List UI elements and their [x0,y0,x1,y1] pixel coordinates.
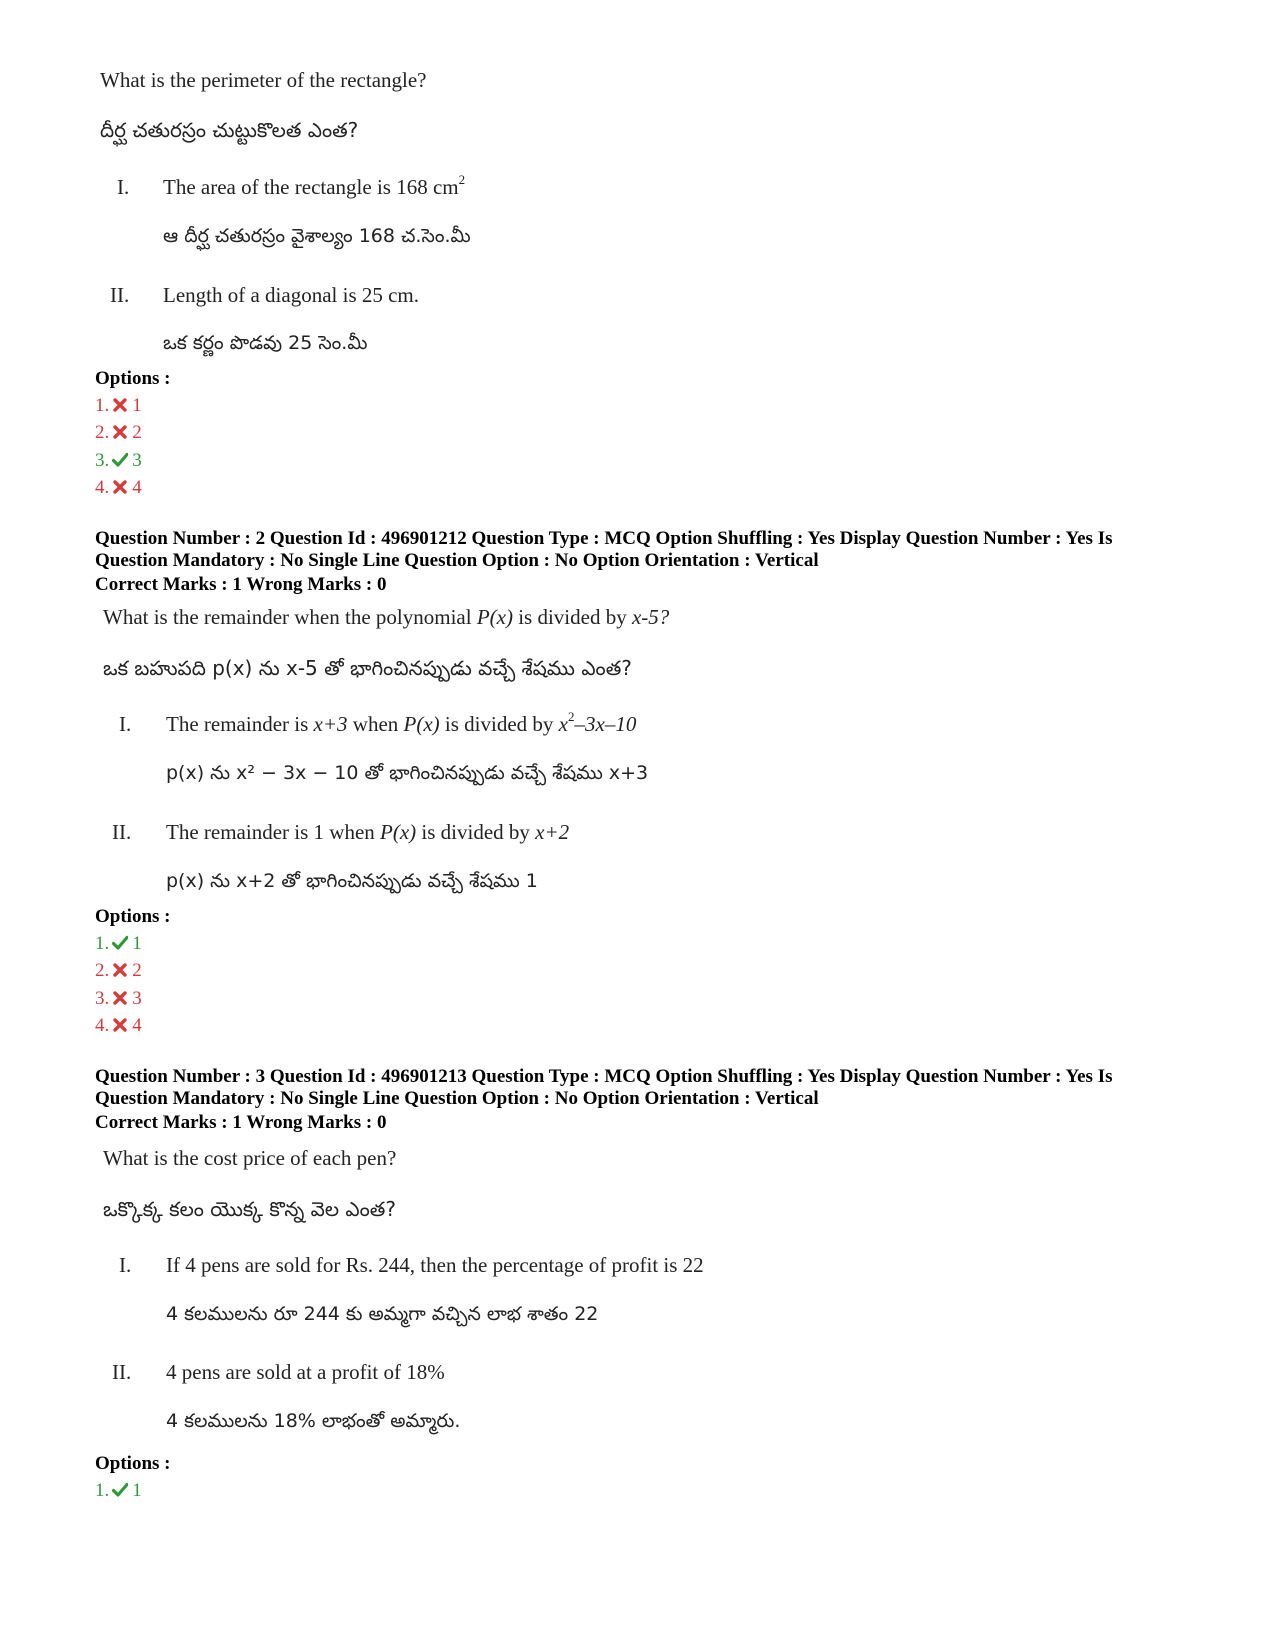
q1-question-en: What is the perimeter of the rectangle? [100,68,427,92]
check-icon [112,452,128,468]
q2-statement-2-roman: II. [112,820,132,844]
q2-options-label: Options : [95,906,171,927]
q3-meta-line-2: Question Mandatory : No Single Line Question Option : No Option Orientation : Vertical [95,1088,819,1109]
q1-statement-1-te: ఆ దీర్ఘ చతురస్రం వైశాల్యం 168 చ.సెం.మీ [163,225,471,247]
q2-option-2: 2. 2 [95,960,142,981]
q2-statement-2-en: The remainder is 1 when P(x) is divided by x+2 [166,820,570,844]
q2-question-en: What is the remainder when the polynomial P(x) is divided by x-5? [103,605,670,629]
q2-question-te: ఒక బహుపది p(x) ను x-5 తో భాగించినప్పుడు వచ్చే శేషము ఎంత? [103,656,632,680]
q2-meta [95,528,1185,572]
q1-options-label: Options : [95,368,171,389]
q3-statement-1-roman: I. [119,1253,132,1277]
q2-marks: Correct Marks : 1 Wrong Marks : 0 [95,574,387,595]
q1-option-1: 1. 1 [95,395,142,416]
q1-option-4: 4. 4 [95,477,142,498]
q3-statement-2-roman: II. [112,1360,132,1384]
q2-statement-1-roman: I. [119,712,132,736]
q3-statement-2-en: 4 pens are sold at a profit of 18% [166,1360,445,1384]
q3-question-en: What is the cost price of each pen? [103,1146,397,1170]
q1-statement-2-roman: II. [110,283,130,307]
q3-statement-1-te: 4 కలములను రూ 244 కు అమ్మగా వచ్చిన లాభ శాతం 22 [166,1303,599,1325]
cross-icon [112,962,128,978]
check-icon [112,935,128,951]
q3-meta-line-1: Question Number : 3 Question Id : 496901213 Question Type : MCQ Option Shuffling : Yes Display Question Number : Yes Is [95,1066,1113,1087]
cross-icon [112,479,128,495]
cross-icon [112,424,128,440]
q1-statement-2-en: Length of a diagonal is 25 cm. [163,283,420,307]
q2-statement-1-te: p(x) ను x² − 3x − 10 తో భాగించినప్పుడు వచ్చే శేషము x+3 [166,762,649,784]
check-icon [112,1482,128,1498]
q1-question-te: దీర్ఘ చతురస్రం చుట్టుకొలత ఎంత? [100,118,359,142]
q3-statement-1-en: If 4 pens are sold for Rs. 244, then the percentage of profit is 22 [166,1253,704,1277]
q3-marks: Correct Marks : 1 Wrong Marks : 0 [95,1112,387,1133]
cross-icon [112,397,128,413]
q2-meta-line-2: Question Mandatory : No Single Line Question Option : No Option Orientation : Vertical [95,550,819,571]
cross-icon [112,990,128,1006]
q3-meta [95,1066,1185,1110]
cross-icon [112,1017,128,1033]
q3-option-1: 1. 1 [95,1480,142,1501]
q2-option-4: 4. 4 [95,1015,142,1036]
q2-option-3: 3. 3 [95,988,142,1009]
q1-statement-2-te: ఒక కర్ణం పొడవు 25 సెం.మీ [163,332,368,354]
q1-option-2: 2. 2 [95,422,142,443]
q3-question-te: ఒక్కొక్క కలం యొక్క కొన్న వెల ఎంత? [103,1197,396,1221]
q2-option-1: 1. 1 [95,933,142,954]
q3-options-label: Options : [95,1453,171,1474]
q2-meta-line-1: Question Number : 2 Question Id : 496901212 Question Type : MCQ Option Shuffling : Yes Display Question Number : Yes Is [95,528,1113,549]
q1-statement-1-roman: I. [117,175,130,199]
q1-option-3: 3. 3 [95,450,142,471]
q3-statement-2-te: 4 కలములను 18% లాభంతో అమ్మారు. [166,1410,461,1432]
q1-statement-1-en: The area of the rectangle is 168 $cm^2$ [163,172,466,199]
q2-statement-2-te: p(x) ను x+2 తో భాగించినప్పుడు వచ్చే శేషము 1 [166,870,538,892]
q2-statement-1-en: The remainder is x+3 when P(x) is divided by $x^2-3x-10$ [166,709,637,736]
